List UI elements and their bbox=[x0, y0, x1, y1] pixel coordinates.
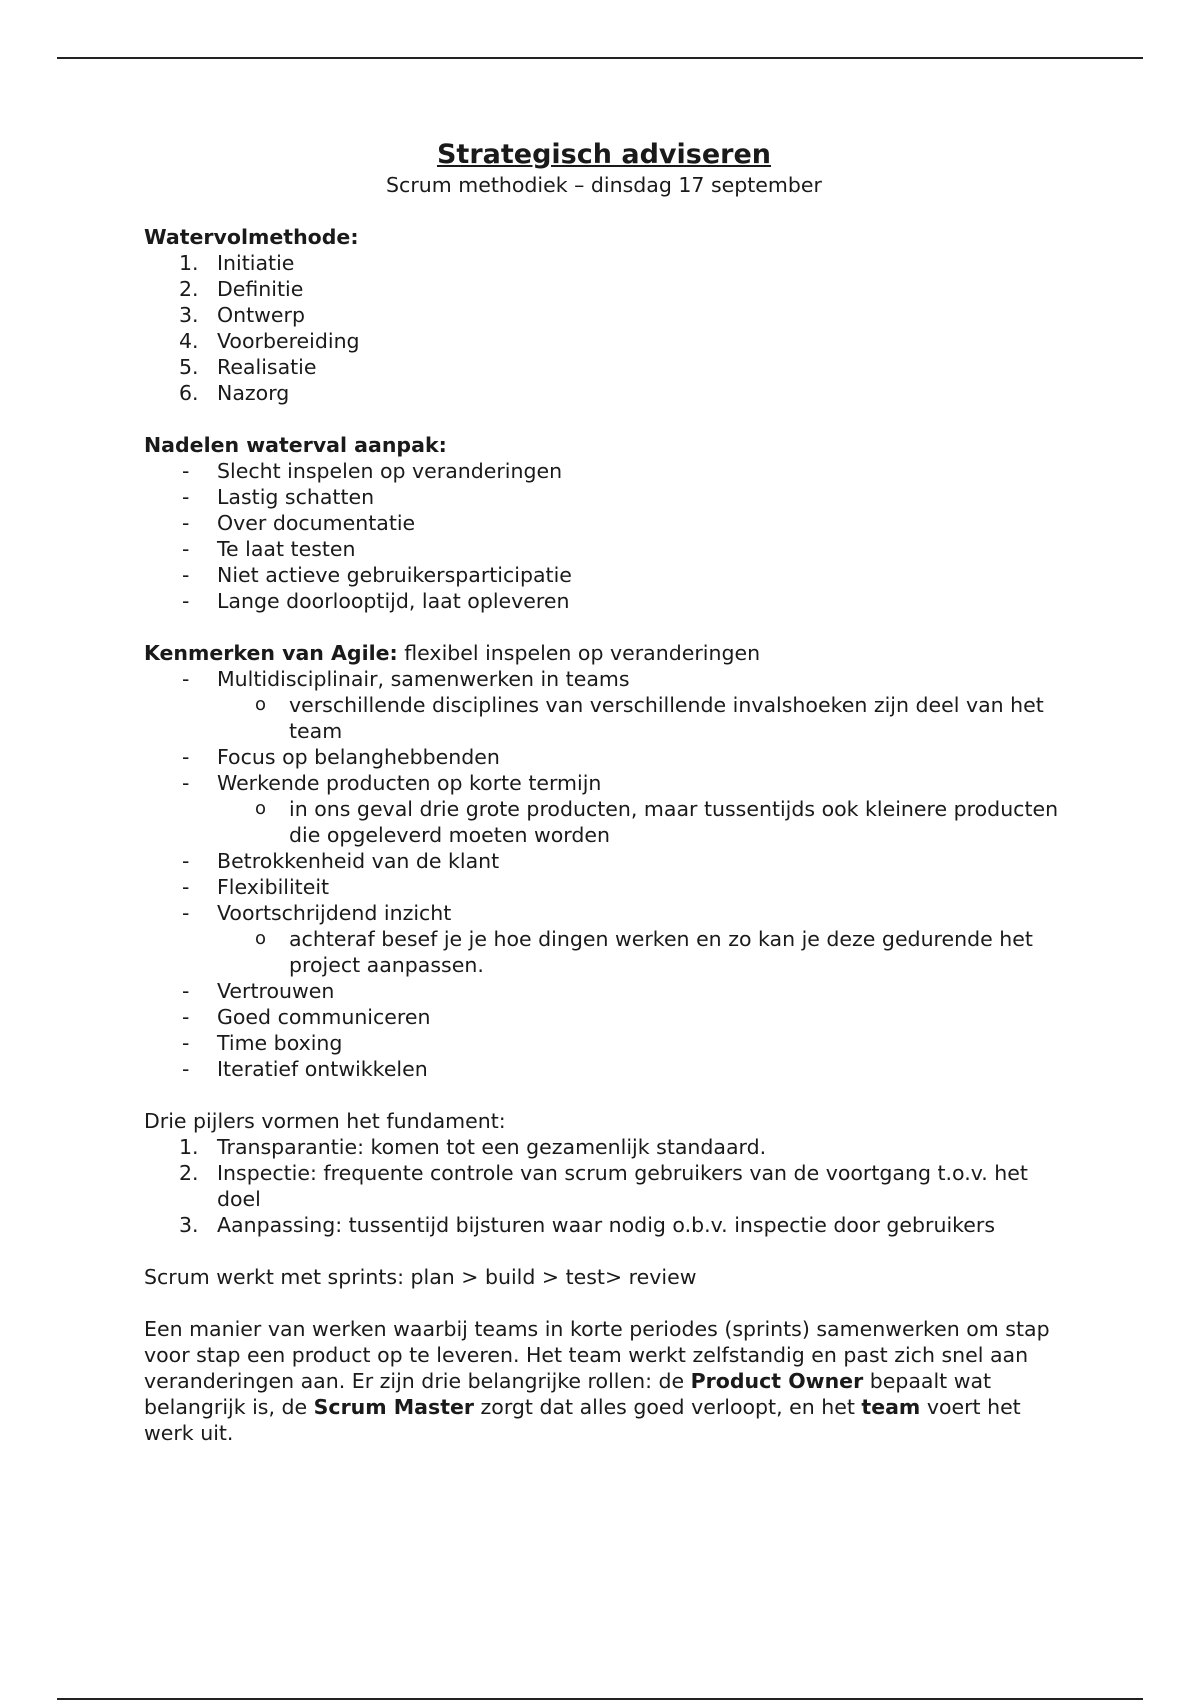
sub-item-text: in ons geval drie grote producten, maar tussentijds ook kleinere producten die opgeleverd moeten worden bbox=[289, 797, 1059, 847]
summary-text-3: zorgt dat alles goed verloopt, en het bbox=[474, 1395, 862, 1419]
nadelen-list bbox=[144, 458, 1064, 614]
dash-bullet-icon: - bbox=[182, 1005, 190, 1029]
list-item-text: Vertrouwen bbox=[217, 979, 335, 1003]
list-item-text: Over documentatie bbox=[217, 511, 416, 535]
summary-text-4: voert het werk uit. bbox=[144, 1395, 1021, 1445]
list-item bbox=[144, 250, 1064, 276]
summary-paragraph bbox=[144, 1316, 1064, 1446]
list-item-text: Te laat testen bbox=[217, 537, 356, 561]
list-item bbox=[144, 328, 1064, 354]
agile-list-item bbox=[144, 874, 1064, 900]
list-item bbox=[144, 1160, 1064, 1212]
top-rule bbox=[57, 57, 1143, 59]
list-item-text: Definitie bbox=[217, 277, 304, 301]
agile-heading-text: flexibel inspelen op veranderingen bbox=[397, 641, 761, 665]
list-item-text: Initiatie bbox=[217, 251, 295, 275]
pijlers-intro: Drie pijlers vormen het fundament: bbox=[144, 1109, 506, 1133]
agile-sub-item bbox=[144, 926, 1064, 978]
list-item-text: Slecht inspelen op veranderingen bbox=[217, 459, 563, 483]
list-item-text: Voortschrijdend inzicht bbox=[217, 901, 452, 925]
dash-bullet-icon: - bbox=[182, 979, 190, 1003]
agile-list-item bbox=[144, 978, 1064, 1004]
list-number: 3. bbox=[179, 303, 199, 327]
sub-item-text: verschillende disciplines van verschillende invalshoeken zijn deel van het team bbox=[289, 693, 1044, 743]
dash-bullet-icon: - bbox=[182, 589, 190, 613]
list-item-text: Lange doorlooptijd, laat opleveren bbox=[217, 589, 570, 613]
agile-list-item bbox=[144, 770, 1064, 796]
agile-list-item bbox=[144, 1030, 1064, 1056]
dash-bullet-icon: - bbox=[182, 745, 190, 769]
list-item-text: Nazorg bbox=[217, 381, 290, 405]
agile-list-item bbox=[144, 666, 1064, 692]
page-subtitle: Scrum methodiek – dinsdag 17 september bbox=[386, 173, 822, 197]
list-item-text: Transparantie: komen tot een gezamenlijk standaard. bbox=[217, 1135, 767, 1159]
sub-item-text: achteraf besef je je hoe dingen werken en zo kan je deze gedurende het project aanpassen. bbox=[289, 927, 1033, 977]
list-item-text: Iteratief ontwikkelen bbox=[217, 1057, 428, 1081]
nadelen-heading: Nadelen waterval aanpak: bbox=[144, 433, 447, 457]
dash-bullet-icon: - bbox=[182, 875, 190, 899]
list-item-text: Ontwerp bbox=[217, 303, 305, 327]
document-body bbox=[144, 138, 1064, 1446]
list-item bbox=[144, 1212, 1064, 1238]
list-item bbox=[144, 1134, 1064, 1160]
list-item-text: Focus op belanghebbenden bbox=[217, 745, 500, 769]
list-item bbox=[144, 276, 1064, 302]
agile-sub-item bbox=[144, 692, 1064, 744]
dash-bullet-icon: - bbox=[182, 563, 190, 587]
list-item-text: Lastig schatten bbox=[217, 485, 375, 509]
dash-bullet-icon: - bbox=[182, 537, 190, 561]
list-number: 4. bbox=[179, 329, 199, 353]
list-number: 3. bbox=[179, 1213, 199, 1237]
agile-heading: Kenmerken van Agile: bbox=[144, 641, 398, 665]
sprints-text: Scrum werkt met sprints: plan > build > test> review bbox=[144, 1265, 697, 1289]
waterval-heading: Watervolmethode: bbox=[144, 225, 359, 249]
dash-bullet-icon: - bbox=[182, 901, 190, 925]
waterval-list bbox=[144, 250, 1064, 406]
list-item bbox=[144, 380, 1064, 406]
summary-scrum-master: Scrum Master bbox=[313, 1395, 475, 1419]
dash-bullet-icon: - bbox=[182, 667, 190, 691]
pijlers-list bbox=[144, 1134, 1064, 1238]
list-number: 1. bbox=[179, 251, 199, 275]
list-item-text: Time boxing bbox=[217, 1031, 343, 1055]
list-item bbox=[144, 354, 1064, 380]
dash-bullet-icon: - bbox=[182, 849, 190, 873]
agile-list-item bbox=[144, 848, 1064, 874]
sprints-section bbox=[144, 1264, 1064, 1290]
agile-heading-line bbox=[144, 640, 1064, 666]
list-item-text: Aanpassing: tussentijd bijsturen waar nodig o.b.v. inspectie door gebruikers bbox=[217, 1213, 995, 1237]
list-item-text: Goed communiceren bbox=[217, 1005, 431, 1029]
list-number: 2. bbox=[179, 1161, 199, 1185]
page-title: Strategisch adviseren bbox=[436, 139, 772, 170]
summary-product-owner: Product Owner bbox=[690, 1369, 864, 1393]
list-item-text: Multidisciplinair, samenwerken in teams bbox=[217, 667, 630, 691]
dash-bullet-icon: - bbox=[182, 1031, 190, 1055]
dash-bullet-icon: - bbox=[182, 459, 190, 483]
list-item bbox=[144, 562, 1064, 588]
nadelen-section bbox=[144, 432, 1064, 614]
list-item-text: Inspectie: frequente controle van scrum gebruikers van de voortgang t.o.v. het doel bbox=[217, 1161, 1028, 1211]
list-item bbox=[144, 484, 1064, 510]
agile-sub-item bbox=[144, 796, 1064, 848]
list-item-text: Werkende producten op korte termijn bbox=[217, 771, 602, 795]
agile-list-item bbox=[144, 900, 1064, 926]
agile-section bbox=[144, 640, 1064, 1082]
list-item-text: Betrokkenheid van de klant bbox=[217, 849, 500, 873]
list-item bbox=[144, 302, 1064, 328]
dash-bullet-icon: - bbox=[182, 511, 190, 535]
summary-team: team bbox=[861, 1395, 921, 1419]
circle-bullet-icon: o bbox=[255, 798, 267, 819]
list-item bbox=[144, 536, 1064, 562]
list-item-text: Flexibiliteit bbox=[217, 875, 330, 899]
list-item bbox=[144, 588, 1064, 614]
pijlers-section bbox=[144, 1108, 1064, 1238]
summary-text-2: bepaalt wat belangrijk is, de bbox=[144, 1369, 992, 1419]
agile-list-item bbox=[144, 1056, 1064, 1082]
list-number: 5. bbox=[179, 355, 199, 379]
list-item-text: Realisatie bbox=[217, 355, 317, 379]
agile-list bbox=[144, 666, 1064, 1082]
summary-text-1: Een manier van werken waarbij teams in korte periodes (sprints) samenwerken om stap voor stap een product op te leveren. Het team werkt zelfstandig en past zich snel aan veranderingen aan. Er zijn drie belangrijke rollen: de bbox=[144, 1317, 1050, 1393]
list-item-text: Niet actieve gebruikersparticipatie bbox=[217, 563, 572, 587]
summary-section bbox=[144, 1316, 1064, 1446]
list-item bbox=[144, 510, 1064, 536]
circle-bullet-icon: o bbox=[255, 694, 267, 715]
waterval-section bbox=[144, 224, 1064, 406]
agile-list-item bbox=[144, 744, 1064, 770]
list-item-text: Voorbereiding bbox=[217, 329, 360, 353]
list-number: 1. bbox=[179, 1135, 199, 1159]
list-number: 2. bbox=[179, 277, 199, 301]
list-number: 6. bbox=[179, 381, 199, 405]
list-item bbox=[144, 458, 1064, 484]
dash-bullet-icon: - bbox=[182, 485, 190, 509]
circle-bullet-icon: o bbox=[255, 928, 267, 949]
agile-list-item bbox=[144, 1004, 1064, 1030]
dash-bullet-icon: - bbox=[182, 771, 190, 795]
dash-bullet-icon: - bbox=[182, 1057, 190, 1081]
